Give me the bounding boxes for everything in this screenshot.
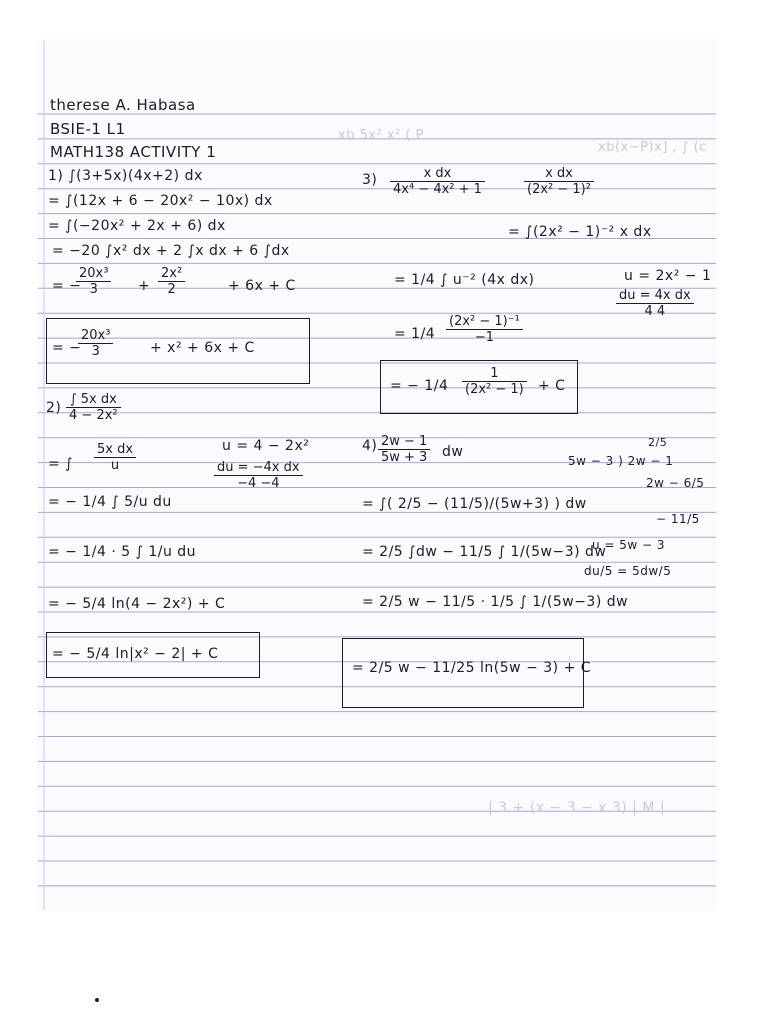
p4-integrand-dw: dw [442, 444, 464, 460]
p3-integrand-factored: $\frac{\text{x dx}}{\text{(2x² − 1)²}}$ [524, 166, 594, 197]
p4-answer: = 2/5 w − 11/25 ln(5w − 3) + C [352, 660, 592, 676]
p2-sub-du: $\frac{\text{du = −4x dx}}{-4 -4}$ [214, 460, 303, 491]
p4-division-remainder: − 11/5 [656, 512, 700, 526]
p3-line3: = 1/4 ∫ u⁻² (4x dx) [394, 272, 535, 288]
p3-answer-prefix: = − 1/4 [390, 378, 449, 394]
p2-label: 2) [46, 400, 62, 416]
bleed-through-marks: xb(x−P)x] , ∫ (c [598, 140, 707, 155]
bleed-through-marks: | 3 + (x − 3 − x 3) | M | [488, 800, 666, 816]
p3-sub-du: $\frac{\text{du = 4x dx}}{4 4}$ [616, 288, 694, 319]
p3-line4-frac: $\frac{\text{(2x² − 1)⁻¹}}{-1}$ [446, 314, 523, 345]
p2-line2-frac: $\frac{\text{5x dx}}{u}$ [94, 442, 136, 473]
p1-line4: = −20 ∫x² dx + 2 ∫x dx + 6 ∫dx [52, 243, 290, 259]
p3-integrand: $\frac{\text{x dx}}{\text{4x⁴ − 4x² + 1}}$ [390, 166, 485, 197]
p4-sub-du: du/5 = 5dw/5 [584, 564, 672, 578]
p1-line5-plus: + [138, 278, 151, 294]
p4-label: 4) [362, 438, 378, 454]
p1-answer-frac: $\frac{\text{20x³}}{3}$ [78, 328, 113, 359]
p4-line4: = 2/5 w − 11/5 · 1/5 ∫ 1/(5w−3) dw [362, 594, 629, 610]
p1-line5-suffix: + 6x + C [228, 278, 296, 294]
p2-line5: = − 5/4 ln(4 − 2x²) + C [48, 596, 226, 612]
p3-answer-suffix: + C [538, 378, 566, 394]
p4-division-line: 5w − 3 ) 2w − 1 [568, 454, 674, 468]
course-activity: MATH138 ACTIVITY 1 [50, 143, 217, 161]
student-name: therese A. Habasa [50, 96, 196, 114]
p2-integrand: $\frac{\text{∫ 5x dx}}{\text{4 − 2x²}}$ [66, 392, 121, 423]
bleed-through-marks: xb 5x² x² ( P [338, 128, 424, 143]
p1-line5-frac1: $\frac{\text{20x³}}{3}$ [76, 266, 111, 297]
p3-sub-u: u = 2x² − 1 [624, 268, 712, 284]
p4-division-quotient: 2/5 [648, 436, 668, 449]
p3-answer-frac: $\frac{1}{\text{(2x² − 1)}}$ [462, 366, 527, 397]
p4-integrand: $\frac{2w - 1}{5w + 3}$ [378, 434, 430, 465]
p3-line2: = ∫(2x² − 1)⁻² x dx [508, 224, 652, 240]
p1-answer-suffix: + x² + 6x + C [150, 340, 255, 356]
notebook-page [38, 40, 716, 910]
p2-answer: = − 5/4 ln|x² − 2| + C [52, 646, 219, 662]
p1-line3: = ∫(−20x² + 2x + 6) dx [48, 218, 226, 234]
p1-line1: 1) ∫(3+5x)(4x+2) dx [48, 168, 203, 184]
p1-line2: = ∫(12x + 6 − 20x² − 10x) dx [48, 193, 273, 209]
p1-line5-frac2: $\frac{\text{2x²}}{2}$ [158, 266, 185, 297]
p1-answer-prefix: = − [52, 340, 82, 356]
p2-line4: = − 1/4 · 5 ∫ 1/u du [48, 544, 197, 560]
p4-sub-u: u = 5w − 3 [592, 538, 666, 552]
p4-division-sub: 2w − 6/5 [646, 476, 705, 490]
p1-line5-prefix: = − [52, 278, 82, 294]
p4-line3: = 2/5 ∫dw − 11/5 ∫ 1/(5w−3) dw [362, 544, 607, 560]
p2-line3: = − 1/4 ∫ 5/u du [48, 494, 172, 510]
section: BSIE-1 L1 [50, 120, 126, 138]
p4-line2: = ∫( 2/5 − (11/5)/(5w+3) ) dw [362, 496, 587, 512]
stray-dot [95, 998, 99, 1002]
p3-label: 3) [362, 172, 378, 188]
p3-line4-prefix: = 1/4 [394, 326, 436, 342]
p2-line2-prefix: = ∫ [48, 456, 73, 472]
p2-sub-u: u = 4 − 2x² [222, 438, 310, 454]
